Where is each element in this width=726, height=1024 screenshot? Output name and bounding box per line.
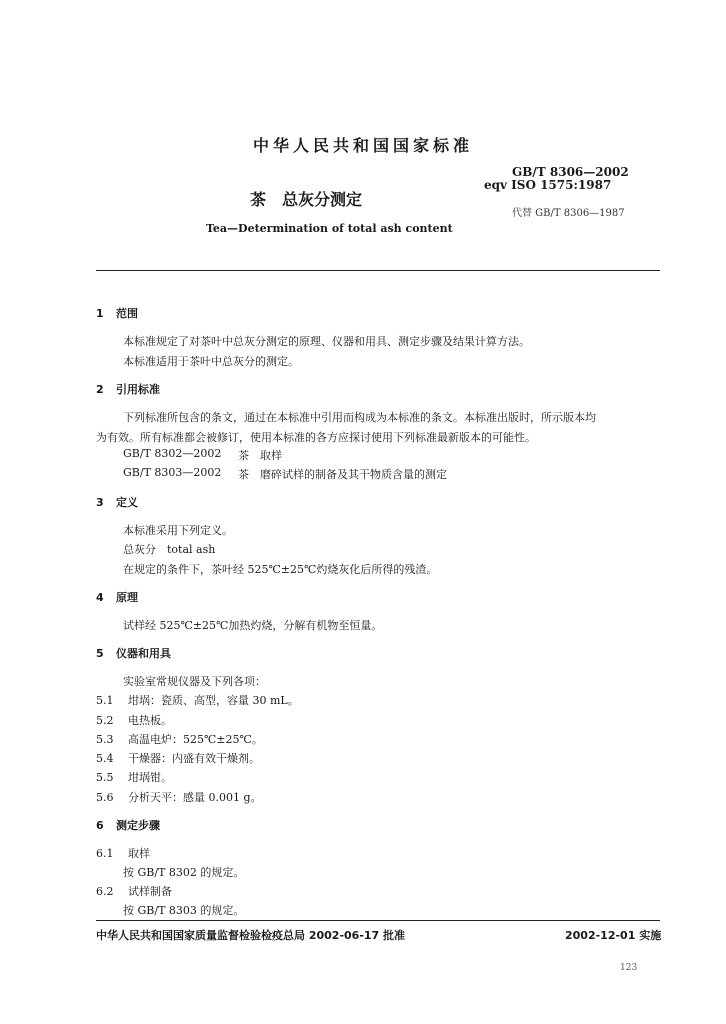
- paragraph: 本标准适用于茶叶中总灰分的测定。: [123, 355, 299, 368]
- item-text: 高温电炉：525℃±25℃。: [128, 733, 263, 746]
- page-number: 123: [620, 963, 638, 973]
- standard-code: GB/T 8306—2002: [512, 165, 629, 179]
- reference-code: GB/T 8303—2002: [123, 466, 222, 479]
- equivalent-standard: eqv ISO 1575:1987: [484, 178, 612, 192]
- section-title: 引用标准: [116, 383, 160, 396]
- section-number: 6: [96, 819, 104, 832]
- item-text: 坩埚钳。: [128, 771, 172, 784]
- paragraph: 实验室常规仪器及下列各项：: [123, 675, 266, 688]
- paragraph: 按 GB/T 8302 的规定。: [123, 866, 245, 879]
- definition: 在规定的条件下，茶叶经 525℃±25℃灼烧灰化后所得的残渣。: [123, 563, 438, 576]
- paragraph: 按 GB/T 8303 的规定。: [123, 904, 245, 917]
- item-text: 电热板。: [128, 714, 172, 727]
- section-number: 1: [96, 307, 104, 320]
- paragraph: 试样经 525℃±25℃加热灼烧，分解有机物至恒量。: [123, 619, 383, 632]
- paragraph: 为有效。所有标准都会被修订，使用本标准的各方应探讨使用下列标准最新版本的可能性。: [96, 431, 536, 444]
- document-title-cn: 茶 总灰分测定: [250, 190, 363, 209]
- list-item: [96, 883, 172, 899]
- national-standard-heading: 中华人民共和国国家标准: [252, 136, 473, 155]
- section-number: 3: [96, 496, 104, 509]
- section-title: 仪器和用具: [116, 647, 171, 660]
- paragraph: 本标准规定了对茶叶中总灰分测定的原理、仪器和用具、测定步骤及结果计算方法。: [123, 335, 530, 348]
- section-4-heading: [96, 589, 138, 605]
- replaces-standard: 代替 GB/T 8306—1987: [512, 208, 625, 219]
- item-number: 5.5: [96, 771, 114, 784]
- section-title: 定义: [116, 496, 138, 509]
- reference-title: 茶 磨碎试样的制备及其干物质含量的测定: [238, 468, 447, 481]
- implementation-date: 2002-12-01 实施: [565, 929, 662, 942]
- section-3-heading: [96, 494, 138, 510]
- list-item: [96, 750, 260, 766]
- paragraph: 本标准采用下列定义。: [123, 524, 233, 537]
- section-6-heading: [96, 817, 160, 833]
- document-title-en: Tea—Determination of total ash content: [206, 222, 453, 235]
- item-number: 5.6: [96, 791, 114, 804]
- section-title: 测定步骤: [116, 819, 160, 832]
- list-item: [96, 692, 299, 708]
- header-rule: [96, 270, 660, 271]
- item-number: 5.2: [96, 714, 114, 727]
- section-1-heading: [96, 305, 138, 321]
- section-number: 4: [96, 591, 104, 604]
- item-text: 坩埚：瓷质、高型，容量 30 mL。: [128, 694, 299, 707]
- item-text: 试样制备: [128, 885, 172, 898]
- list-item: [96, 789, 262, 805]
- term: 总灰分 total ash: [123, 543, 216, 556]
- item-number: 5.4: [96, 752, 114, 765]
- list-item: [96, 845, 150, 861]
- paragraph: 下列标准所包含的条文，通过在本标准中引用而构成为本标准的条文。本标准出版时，所示版本均: [123, 411, 596, 424]
- reference-code: GB/T 8302—2002: [123, 447, 222, 460]
- list-item: [96, 712, 172, 728]
- item-text: 取样: [128, 847, 150, 860]
- item-number: 6.2: [96, 885, 114, 898]
- section-number: 2: [96, 383, 104, 396]
- list-item: [96, 731, 263, 747]
- section-title: 原理: [116, 591, 138, 604]
- item-number: 5.1: [96, 694, 114, 707]
- item-text: 分析天平：感量 0.001 g。: [128, 791, 262, 804]
- section-title: 范围: [116, 307, 138, 320]
- issuer-approval: 中华人民共和国国家质量监督检验检疫总局 2002-06-17 批准: [96, 929, 406, 942]
- section-5-heading: [96, 645, 171, 661]
- item-number: 6.1: [96, 847, 114, 860]
- item-number: 5.3: [96, 733, 114, 746]
- section-number: 5: [96, 647, 104, 660]
- item-text: 干燥器：内盛有效干燥剂。: [128, 752, 260, 765]
- list-item: [96, 769, 172, 785]
- section-2-heading: [96, 381, 160, 397]
- reference-title: 茶 取样: [238, 449, 282, 462]
- footer-rule: [96, 920, 660, 921]
